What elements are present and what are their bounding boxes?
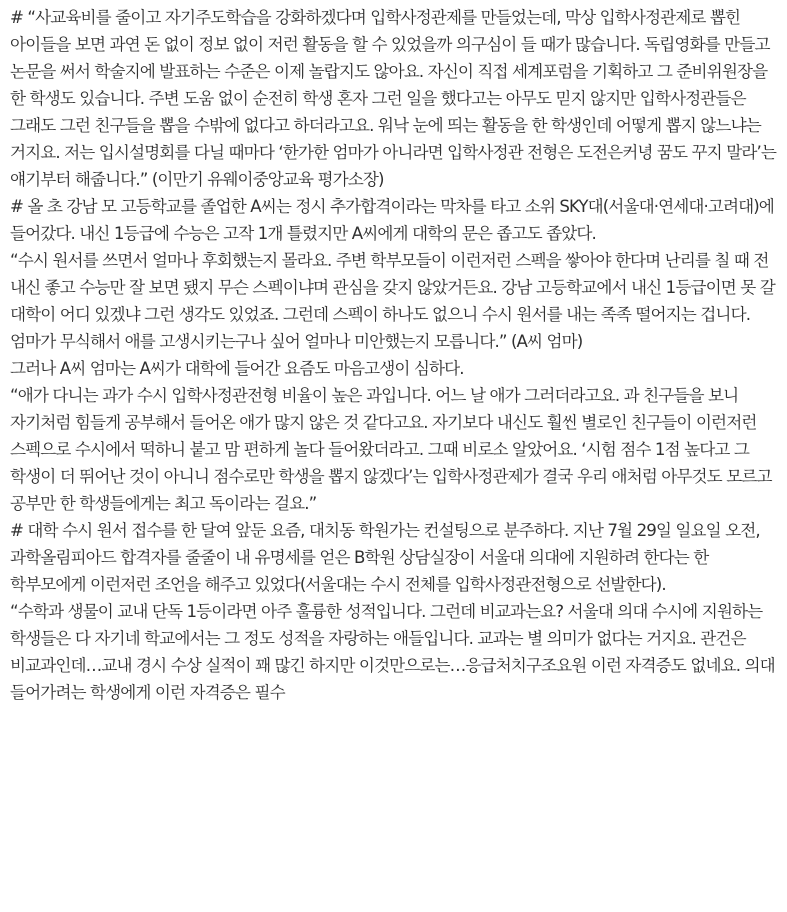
paragraph-quote-3: “애가 다니는 과가 수시 입학사정관전형 비율이 높은 과입니다. 어느 날 애가 그러더라고요. 과 친구들을 보니 자기처럼 힘들게 공부해서 들어온 애가 많지 않은 것 같다고요. 자기보다 내신도 훨씬 별로인 친구들이 이런저런 스펙으로 수시에서 떡하니 붙고 맘 편하게 놀다 들어왔더라고. 그때 비로소 알았어요. ‘시험 점수 1점 높다고 그 학생이 더 뛰어난 것이 아니니 점수로만 학생을 뽑지 않겠다’는 입학사정관제가 결국 우리 애처럼 아무것도 모르고 공부만 한 학생들에게는 최고 독이라는 걸요.” — [10, 386, 772, 513]
paragraph-quote-2: “수시 원서를 쓰면서 얼마나 후회했는지 몰라요. 주변 학부모들이 이런저런 스펙을 쌓아야 한다며 난리를 칠 때 전 내신 좋고 수능만 잘 보면 됐지 무슨 스펙이냐며 관심을 갖지 않았거든요. 강남 고등학교에서 내신 1등급이면 못 갈 대학이 어디 있겠냐 그런 생각도 있었죠. 그런데 스펙이 하나도 없으니 수시 원서를 내는 족족 떨어지는 겁니다. 엄마가 무식해서 애를 고생시키는구나 싶어 얼마나 미안했는지 모릅니다.” (A씨 엄마) — [10, 251, 775, 351]
paragraph-quote-4: “수학과 생물이 교내 단독 1등이라면 아주 훌륭한 성적입니다. 그런데 비교과는요? 서울대 의대 수시에 지원하는 학생들은 다 자기네 학교에서는 그 정도 성적을 자랑하는 애들입니다. 교과는 별 의미가 없다는 거지요. 관건은 비교과인데…교내 경시 수상 실적이 꽤 많긴 하지만 이것만으로는…응급처치구조요원 이런 자격증도 없네요. 의대 들어가려는 학생에게 이런 자격증은 필수 — [10, 602, 775, 702]
paragraph-narration: 그러나 A씨 엄마는 A씨가 대학에 들어간 요즘도 마음고생이 심하다. — [10, 359, 464, 378]
paragraph-case-b: # 대학 수시 원서 접수를 한 달여 앞둔 요즘, 대치동 학원가는 컨설팅으로 분주하다. 지난 7월 29일 일요일 오전, 과학올림피아드 합격자를 줄줄이 내 유명세를 얻은 B학원 상담실장이 서울대 의대에 지원하려 한다는 한 학부모에게 이런저런 조언을 해주고 있었다(서울대는 수시 전체를 입학사정관전형으로 선발한다). — [10, 521, 760, 594]
paragraph-case-a: # 올 초 강남 모 고등학교를 졸업한 A씨는 정시 추가합격이라는 막차를 타고 소위 SKY대(서울대·연세대·고려대)에 들어갔다. 내신 1등급에 수능은 고작 1개 틀렸지만 A씨에게 대학의 문은 좁고도 좁았다. — [10, 197, 774, 243]
paragraph-quote-1: # “사교육비를 줄이고 자기주도학습을 강화하겠다며 입학사정관제를 만들었는데, 막상 입학사정관제로 뽑힌 아이들을 보면 과연 돈 없이 정보 없이 저런 활동을 할 수 있었을까 의구심이 들 때가 많습니다. 독립영화를 만들고 논문을 써서 학술지에 발표하는 수준은 이제 놀랍지도 않아요. 자신이 직접 세계포럼을 기획하고 그 준비위원장을 한 학생도 있습니다. 주변 도움 없이 순전히 학생 혼자 그런 일을 했다고는 아무도 믿지 않지만 입학사정관들은 그래도 그런 친구들을 뽑을 수밖에 없다고 하더라고요. 워낙 눈에 띄는 활동을 한 학생인데 어떻게 뽑지 않느냐는 거지요. 저는 입시설명회를 다닐 때마다 ‘한가한 엄마가 아니라면 입학사정관 전형은 도전은커녕 꿈도 꾸지 말라’는 얘기부터 해줍니다.” (이만기 유웨이중앙교육 평가소장) — [10, 8, 776, 189]
